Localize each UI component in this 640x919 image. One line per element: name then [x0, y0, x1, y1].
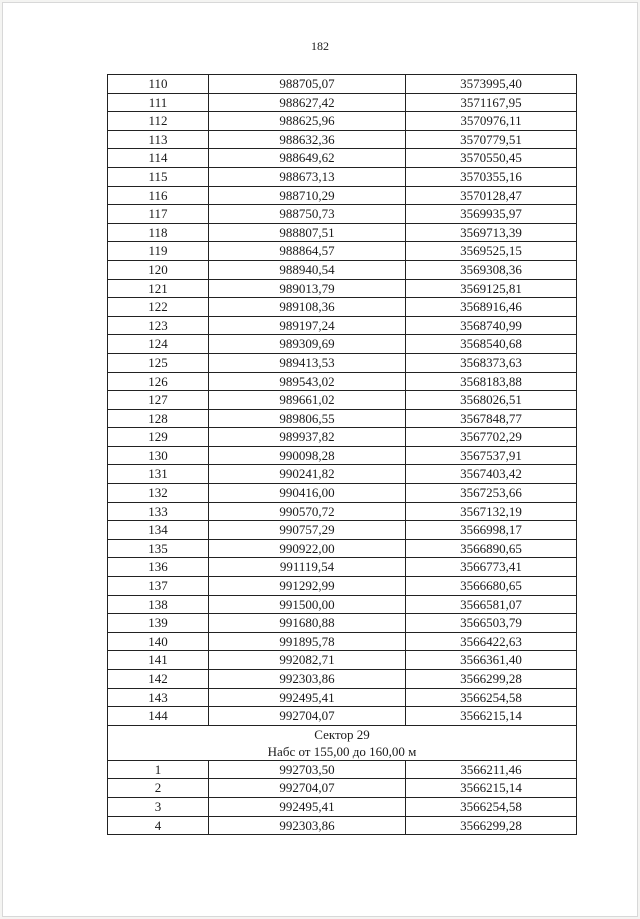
- point-number-cell: 128: [108, 409, 209, 428]
- y-coordinate-cell: 3570128,47: [406, 186, 577, 205]
- x-coordinate-cell: 992495,41: [209, 797, 406, 816]
- x-coordinate-cell: 992703,50: [209, 760, 406, 779]
- x-coordinate-cell: 992495,41: [209, 688, 406, 707]
- point-number-cell: 118: [108, 223, 209, 242]
- y-coordinate-cell: 3567403,42: [406, 465, 577, 484]
- x-coordinate-cell: 992303,86: [209, 816, 406, 835]
- point-number-cell: 112: [108, 112, 209, 131]
- table-row: [108, 521, 577, 540]
- x-coordinate-cell: 988673,13: [209, 167, 406, 186]
- x-coordinate-cell: 990416,00: [209, 484, 406, 503]
- table-row: [108, 779, 577, 798]
- x-coordinate-cell: 989937,82: [209, 428, 406, 447]
- table-row: [108, 316, 577, 335]
- y-coordinate-cell: 3571167,95: [406, 93, 577, 112]
- x-coordinate-cell: 989543,02: [209, 372, 406, 391]
- point-number-cell: 4: [108, 816, 209, 835]
- table-row: [108, 242, 577, 261]
- x-coordinate-cell: 991119,54: [209, 558, 406, 577]
- point-number-cell: 133: [108, 502, 209, 521]
- table-row: [108, 816, 577, 835]
- y-coordinate-cell: 3566503,79: [406, 614, 577, 633]
- y-coordinate-cell: 3567537,91: [406, 446, 577, 465]
- y-coordinate-cell: 3570779,51: [406, 130, 577, 149]
- x-coordinate-cell: 988627,42: [209, 93, 406, 112]
- table-row: [108, 186, 577, 205]
- point-number-cell: 136: [108, 558, 209, 577]
- table-row: [108, 205, 577, 224]
- y-coordinate-cell: 3568373,63: [406, 353, 577, 372]
- table-row: [108, 223, 577, 242]
- table-row: [108, 93, 577, 112]
- y-coordinate-cell: 3570550,45: [406, 149, 577, 168]
- y-coordinate-cell: 3568183,88: [406, 372, 577, 391]
- x-coordinate-cell: 989413,53: [209, 353, 406, 372]
- y-coordinate-cell: 3569935,97: [406, 205, 577, 224]
- table-row: [108, 760, 577, 779]
- point-number-cell: 119: [108, 242, 209, 261]
- table-row: [108, 298, 577, 317]
- table-row: [108, 391, 577, 410]
- y-coordinate-cell: 3570355,16: [406, 167, 577, 186]
- x-coordinate-cell: 989661,02: [209, 391, 406, 410]
- sector-title: Сектор 29: [314, 726, 370, 742]
- x-coordinate-cell: 992704,07: [209, 707, 406, 726]
- table-row: [108, 707, 577, 726]
- y-coordinate-cell: 3567132,19: [406, 502, 577, 521]
- point-number-cell: 125: [108, 353, 209, 372]
- table-row: [108, 409, 577, 428]
- table-row: [108, 446, 577, 465]
- y-coordinate-cell: 3568026,51: [406, 391, 577, 410]
- sector-header-cell: [108, 725, 577, 760]
- point-number-cell: 3: [108, 797, 209, 816]
- y-coordinate-cell: 3569308,36: [406, 260, 577, 279]
- y-coordinate-cell: 3566299,28: [406, 670, 577, 689]
- point-number-cell: 134: [108, 521, 209, 540]
- x-coordinate-cell: 989108,36: [209, 298, 406, 317]
- point-number-cell: 114: [108, 149, 209, 168]
- point-number-cell: 113: [108, 130, 209, 149]
- x-coordinate-cell: 988807,51: [209, 223, 406, 242]
- y-coordinate-cell: 3566215,14: [406, 707, 577, 726]
- x-coordinate-cell: 988940,54: [209, 260, 406, 279]
- table-row: [108, 539, 577, 558]
- y-coordinate-cell: 3566361,40: [406, 651, 577, 670]
- point-number-cell: 120: [108, 260, 209, 279]
- x-coordinate-cell: 989013,79: [209, 279, 406, 298]
- point-number-cell: 126: [108, 372, 209, 391]
- point-number-cell: 115: [108, 167, 209, 186]
- x-coordinate-cell: 991500,00: [209, 595, 406, 614]
- y-coordinate-cell: 3566299,28: [406, 816, 577, 835]
- table-row: [108, 614, 577, 633]
- sector-elevation-range: Набс от 155,00 до 160,00 м: [267, 743, 417, 759]
- y-coordinate-cell: 3570976,11: [406, 112, 577, 131]
- x-coordinate-cell: 991895,78: [209, 632, 406, 651]
- table-row: [108, 558, 577, 577]
- point-number-cell: 142: [108, 670, 209, 689]
- table-row: [108, 112, 577, 131]
- table-row: [108, 651, 577, 670]
- table-row: [108, 149, 577, 168]
- table-row: [108, 260, 577, 279]
- y-coordinate-cell: 3566422,63: [406, 632, 577, 651]
- point-number-cell: 144: [108, 707, 209, 726]
- point-number-cell: 117: [108, 205, 209, 224]
- point-number-cell: 141: [108, 651, 209, 670]
- y-coordinate-cell: 3569713,39: [406, 223, 577, 242]
- x-coordinate-cell: 989197,24: [209, 316, 406, 335]
- point-number-cell: 121: [108, 279, 209, 298]
- y-coordinate-cell: 3567253,66: [406, 484, 577, 503]
- x-coordinate-cell: 992303,86: [209, 670, 406, 689]
- y-coordinate-cell: 3566680,65: [406, 577, 577, 596]
- point-number-cell: 122: [108, 298, 209, 317]
- y-coordinate-cell: 3566890,65: [406, 539, 577, 558]
- point-number-cell: 137: [108, 577, 209, 596]
- y-coordinate-cell: 3566581,07: [406, 595, 577, 614]
- x-coordinate-cell: 989806,55: [209, 409, 406, 428]
- table-row: [108, 465, 577, 484]
- sector-header-row: [108, 725, 577, 760]
- x-coordinate-cell: 988864,57: [209, 242, 406, 261]
- y-coordinate-cell: 3566215,14: [406, 779, 577, 798]
- table-row: [108, 577, 577, 596]
- point-number-cell: 110: [108, 75, 209, 94]
- table-row: [108, 797, 577, 816]
- y-coordinate-cell: 3567848,77: [406, 409, 577, 428]
- x-coordinate-cell: 990098,28: [209, 446, 406, 465]
- x-coordinate-cell: 990757,29: [209, 521, 406, 540]
- table-row: [108, 353, 577, 372]
- x-coordinate-cell: 988705,07: [209, 75, 406, 94]
- x-coordinate-cell: 988649,62: [209, 149, 406, 168]
- table-row: [108, 167, 577, 186]
- x-coordinate-cell: 990570,72: [209, 502, 406, 521]
- table-row: [108, 688, 577, 707]
- table-row: [108, 130, 577, 149]
- point-number-cell: 116: [108, 186, 209, 205]
- table-row: [108, 595, 577, 614]
- x-coordinate-cell: 991292,99: [209, 577, 406, 596]
- y-coordinate-cell: 3569125,81: [406, 279, 577, 298]
- x-coordinate-cell: 988625,96: [209, 112, 406, 131]
- table-row: [108, 484, 577, 503]
- point-number-cell: 1: [108, 760, 209, 779]
- x-coordinate-cell: 992082,71: [209, 651, 406, 670]
- page-number: 182: [311, 39, 329, 53]
- x-coordinate-cell: 992704,07: [209, 779, 406, 798]
- point-number-cell: 2: [108, 779, 209, 798]
- x-coordinate-cell: 990241,82: [209, 465, 406, 484]
- y-coordinate-cell: 3566998,17: [406, 521, 577, 540]
- table-row: [108, 279, 577, 298]
- table-row: [108, 372, 577, 391]
- point-number-cell: 138: [108, 595, 209, 614]
- point-number-cell: 129: [108, 428, 209, 447]
- table-row: [108, 632, 577, 651]
- y-coordinate-cell: 3566254,58: [406, 688, 577, 707]
- point-number-cell: 123: [108, 316, 209, 335]
- x-coordinate-cell: 991680,88: [209, 614, 406, 633]
- point-number-cell: 139: [108, 614, 209, 633]
- y-coordinate-cell: 3573995,40: [406, 75, 577, 94]
- point-number-cell: 135: [108, 539, 209, 558]
- table-row: [108, 428, 577, 447]
- point-number-cell: 131: [108, 465, 209, 484]
- y-coordinate-cell: 3567702,29: [406, 428, 577, 447]
- x-coordinate-cell: 988710,29: [209, 186, 406, 205]
- table-row: [108, 670, 577, 689]
- y-coordinate-cell: 3568916,46: [406, 298, 577, 317]
- y-coordinate-cell: 3568540,68: [406, 335, 577, 354]
- y-coordinate-cell: 3566211,46: [406, 760, 577, 779]
- x-coordinate-cell: 989309,69: [209, 335, 406, 354]
- table-row: [108, 75, 577, 94]
- table-row: [108, 335, 577, 354]
- document-page: [2, 2, 638, 917]
- coordinates-table-body: [108, 75, 577, 835]
- point-number-cell: 132: [108, 484, 209, 503]
- point-number-cell: 143: [108, 688, 209, 707]
- x-coordinate-cell: 988750,73: [209, 205, 406, 224]
- point-number-cell: 124: [108, 335, 209, 354]
- point-number-cell: 130: [108, 446, 209, 465]
- y-coordinate-cell: 3566773,41: [406, 558, 577, 577]
- y-coordinate-cell: 3568740,99: [406, 316, 577, 335]
- y-coordinate-cell: 3566254,58: [406, 797, 577, 816]
- coordinates-table: [107, 74, 577, 835]
- x-coordinate-cell: 988632,36: [209, 130, 406, 149]
- point-number-cell: 111: [108, 93, 209, 112]
- point-number-cell: 127: [108, 391, 209, 410]
- table-row: [108, 502, 577, 521]
- y-coordinate-cell: 3569525,15: [406, 242, 577, 261]
- point-number-cell: 140: [108, 632, 209, 651]
- x-coordinate-cell: 990922,00: [209, 539, 406, 558]
